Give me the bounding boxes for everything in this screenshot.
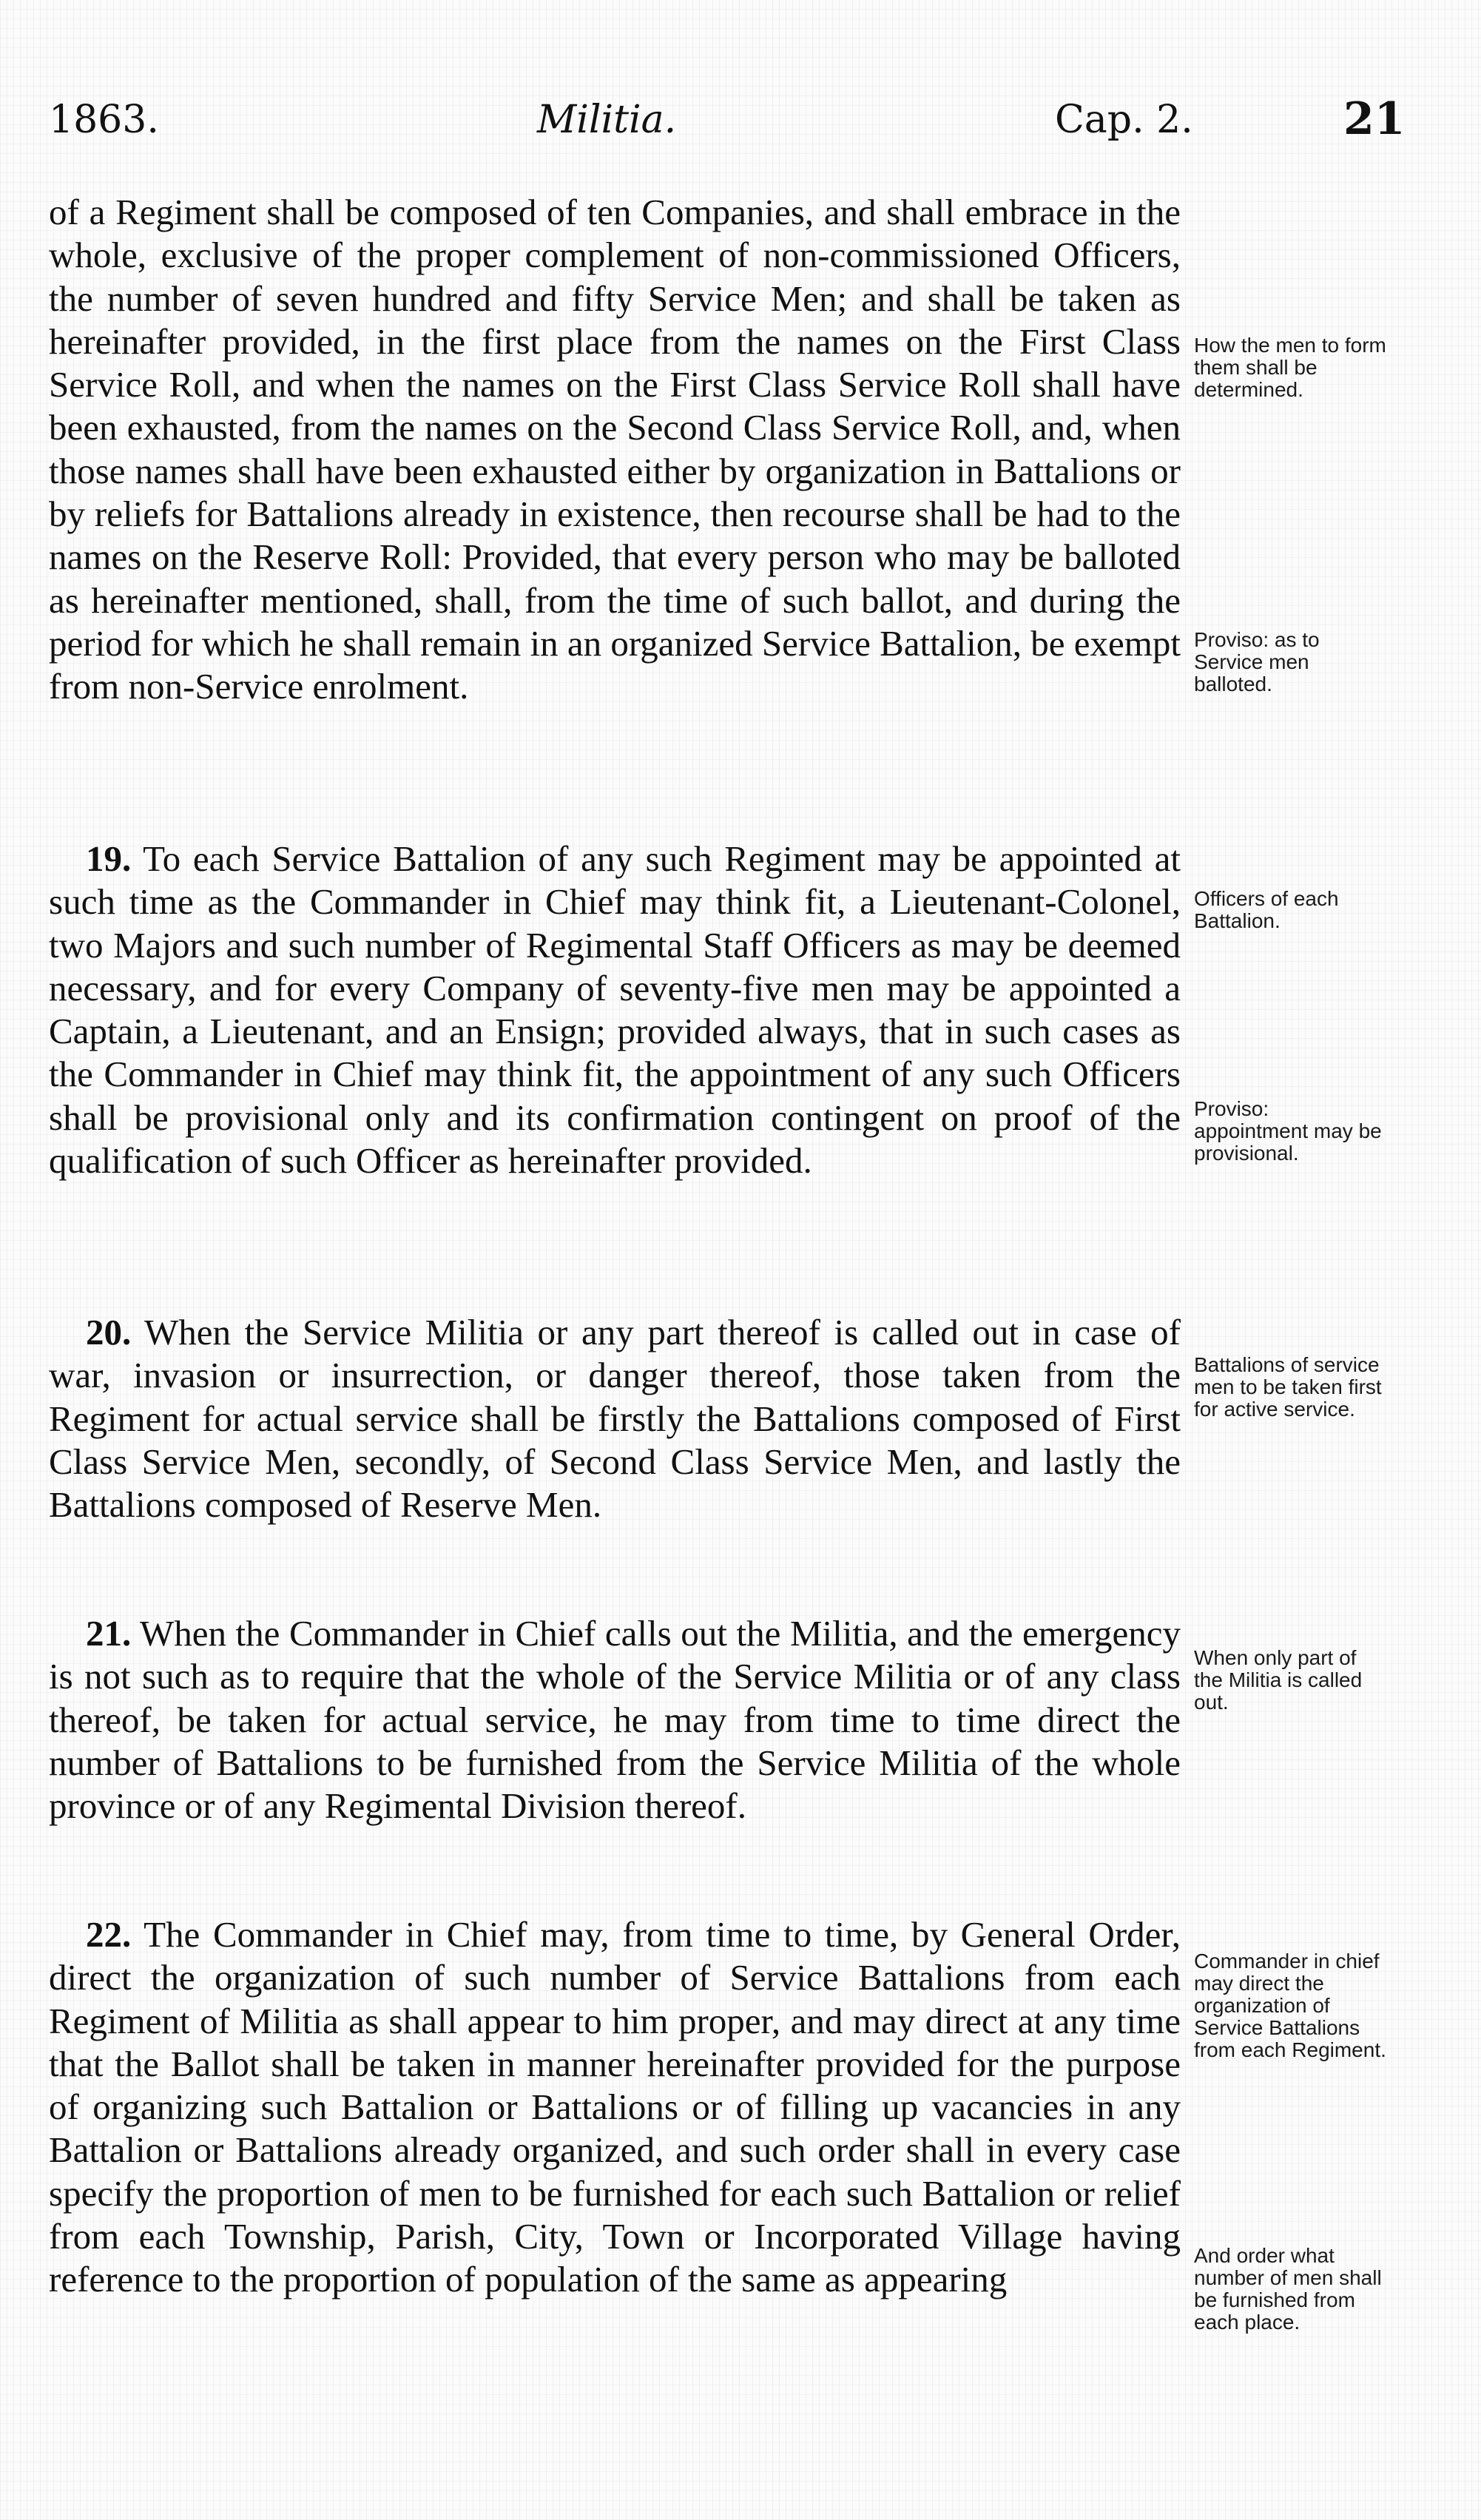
margin-note-first-for-active-service: Battalions of service men to be taken first for active service. <box>1194 1353 1382 1421</box>
section-number: 20. <box>86 1312 132 1352</box>
margin-note-order-number-of-men: And order what number of men shall be furnished from each place. <box>1194 2244 1382 2334</box>
margin-note-proviso-provisional: Proviso: appointment may be provisional. <box>1194 1097 1382 1165</box>
header-year: 1863. <box>49 98 159 142</box>
section-text: When the Commander in Chief calls out the Militia, and the emergency is not such as to require that the whole of the Service Militia or of any class thereof, be taken for actual service, he may from time to time direct the number of Battalions to be furnished from the Service Militia of the whole province or of any Regimental Division thereof. <box>49 1613 1181 1827</box>
margin-note-how-men-determined: How the men to form them shall be determined. <box>1194 334 1386 401</box>
continued-paragraph: of a Regiment shall be composed of ten Companies, and shall embrace in the whole, exclusive of the proper complement of non-commissioned Officers, the number of seven hundred and fifty Service Men; and shall be taken as hereinafter provided, in the first place from the names on the First Class Service Roll, and when the names on the First Class Service Roll shall have been exhausted, from the names on the Second Class Service Roll, and, when those names shall have been exhausted either by organization in Battalions or by reliefs for Battalions already in existence, then recourse shall be had to the names on the Reserve Roll: Provided, that every person who may be balloted as hereinafter mentioned, shall, from the time of such ballot, and during the period for which he shall remain in an organized Service Battalion, be exempt from non-Service enrolment. <box>49 192 1181 707</box>
page-number: 21 <box>1343 93 1406 145</box>
margin-note-commander-directs: Commander in chief may direct the organization of Service Battalions from each Regiment. <box>1194 1950 1386 2061</box>
header-title: Militia. <box>537 98 677 142</box>
margin-note-part-called-out: When only part of the Militia is called out. <box>1194 1646 1363 1714</box>
margin-note-proviso-balloted: Proviso: as to Service men balloted. <box>1194 628 1320 695</box>
section-text: When the Service Militia or any part thereof is called out in case of war, invasion or insurrection, or danger thereof, those taken from the Regiment for actual service shall be firstly the Battalions composed of First Class Service Men, secondly, of Second Class Service Men, and lastly the Battalions composed of Reserve Men. <box>49 1312 1181 1526</box>
section-number: 22. <box>86 1914 132 1955</box>
section-number: 21. <box>86 1613 132 1654</box>
margin-note-officers: Officers of each Battalion. <box>1194 887 1339 932</box>
running-header <box>49 93 1440 157</box>
statute-body <box>49 191 1181 2302</box>
section-text: To each Service Battalion of any such Regiment may be appointed at such time as the Commander in Chief may think fit, a Lieutenant-Colonel, two Majors and such number of Regimental Staff Officers as may be deemed necessary, and for every Company of seventy-five men may be appointed a Captain, a Lieutenant, and an Ensign; provided always, that in such cases as the Commander in Chief may think fit, the appointment of any such Officers shall be provisional only and its confirmation contingent on proof of the qualification of such Officer as hereinafter provided. <box>49 838 1181 1182</box>
header-chapter: Cap. 2. <box>1055 98 1193 142</box>
section-text: The Commander in Chief may, from time to time, by General Order, direct the organization of such number of Service Battalions from each Regiment of Militia as shall appear to him proper, and may direct at any time that the Ballot shall be taken in manner hereinafter provided for the purpose of organizing such Battalion or Battalions or of filling up vacancies in any Battalion or Battalions already organized, and such order shall in every case specify the proportion of men to be furnished for each such Battalion or relief from each Township, Parish, City, Town or Incorporated Village having reference to the proportion of population of the same as appearing <box>49 1914 1181 2300</box>
section-21 <box>49 1612 1181 1870</box>
section-number: 19. <box>86 838 132 879</box>
section-20 <box>49 1311 1181 1569</box>
section-19 <box>49 838 1181 1268</box>
section-22 <box>49 1913 1181 2302</box>
